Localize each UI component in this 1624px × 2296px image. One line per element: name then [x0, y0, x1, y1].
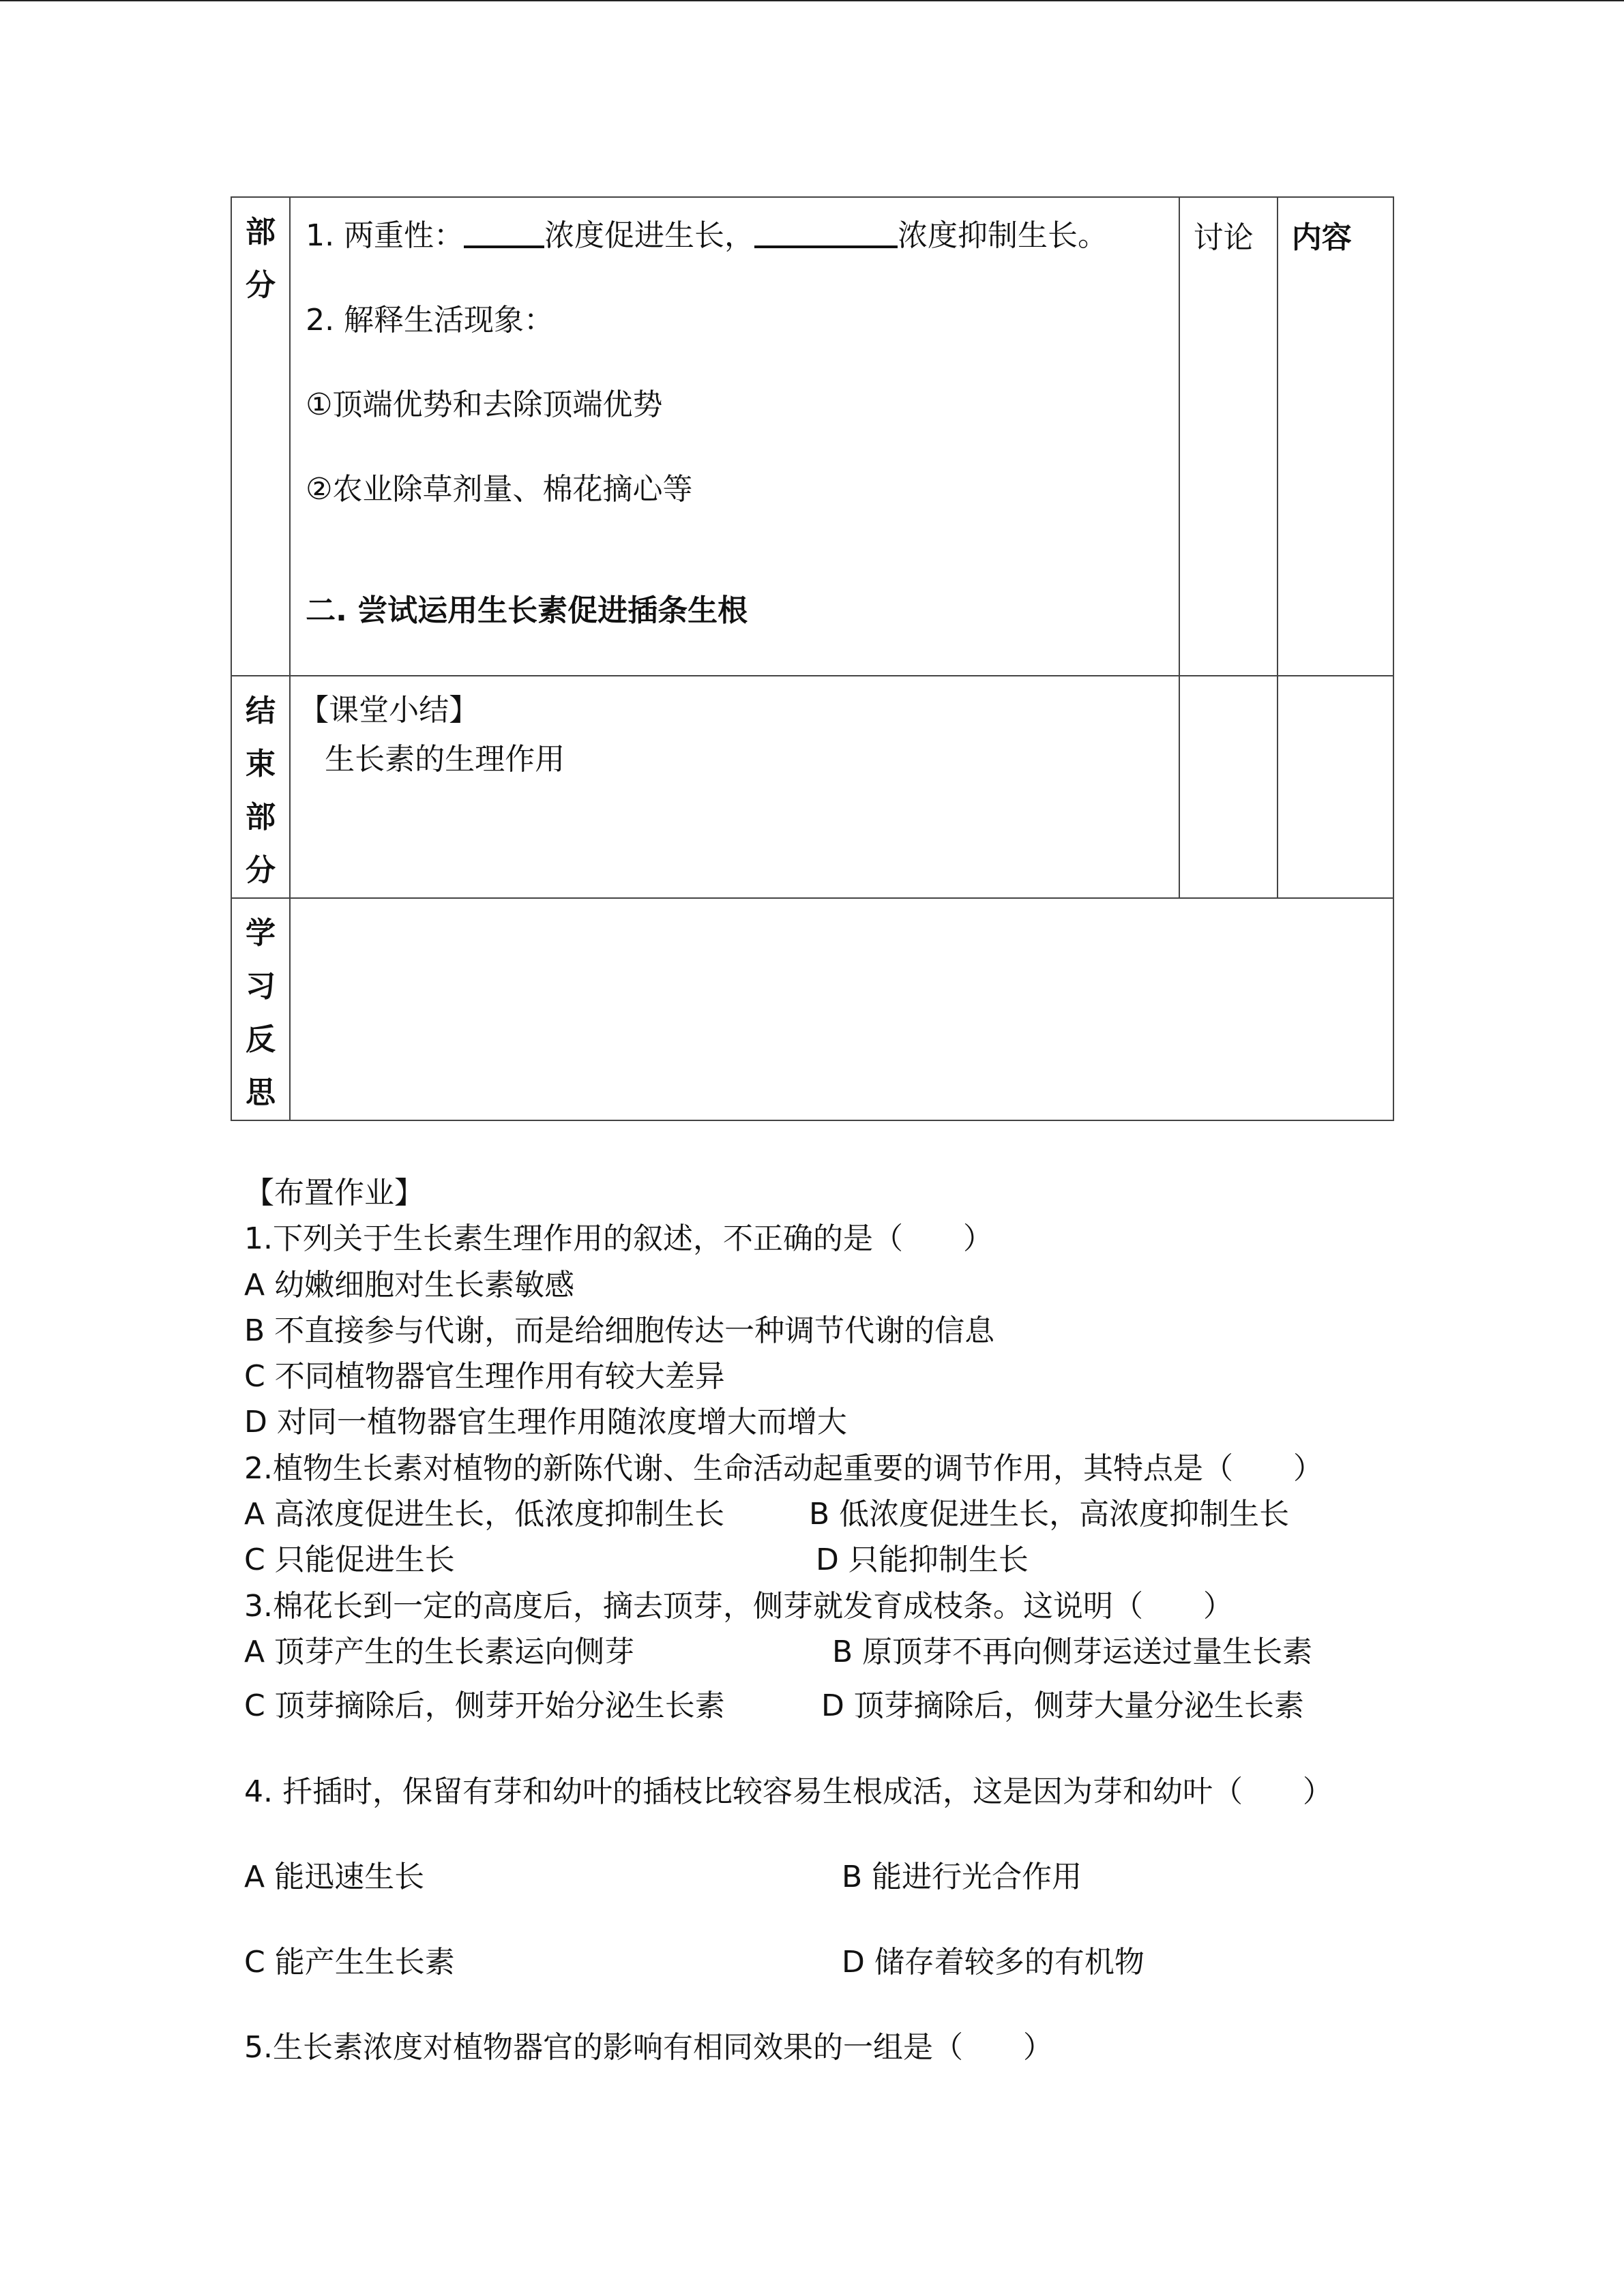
- row-label-char: 习: [246, 969, 276, 1004]
- item-1-mid: 浓度促进生长，: [544, 218, 755, 253]
- question-4-option-d: D 储存着较多的有机物: [842, 1945, 1145, 1980]
- question-2-option-b: B 低浓度促进生长，高浓度抑制生长: [809, 1497, 1290, 1532]
- question-3-option-b: B 原顶芽不再向侧芽运送过量生长素: [832, 1634, 1313, 1669]
- content-header-cell: [1278, 197, 1393, 676]
- table-row-ending-part: [231, 676, 1393, 898]
- question-4-options-ab: [244, 1854, 1404, 1900]
- row-label-cell: [231, 197, 290, 676]
- summary-cell: [290, 676, 1179, 898]
- question-3-options-cd: [244, 1683, 1404, 1729]
- question-4-options-cd: [244, 1939, 1404, 1985]
- item-2b-line: ②农业除草剂量、棉花摘心等: [306, 472, 693, 507]
- question-3-option-c: C 顶芽摘除后，侧芽开始分泌生长素: [244, 1688, 725, 1724]
- item-1-suffix: 浓度抑制生长。: [898, 218, 1108, 253]
- question-1-option-b: B 不直接参与代谢，而是给细胞传达一种调节代谢的信息: [244, 1313, 995, 1348]
- question-4-option-b: B 能进行光合作用: [842, 1859, 1082, 1894]
- question-3-stem: 3.棉花长到一定的高度后，摘去顶芽，侧芽就发育成枝条。这说明（ ）: [244, 1588, 1233, 1624]
- question-3-options-ab: [244, 1629, 1404, 1675]
- discussion-header-cell: [1179, 197, 1278, 676]
- fill-blank-2[interactable]: [754, 218, 898, 248]
- question-4-stem: 4. 扦插时，保留有芽和幼叶的插枝比较容易生根成活，这是因为芽和幼叶（ ）: [244, 1774, 1333, 1809]
- row-label-char: 结: [246, 694, 276, 728]
- row-label-char: 部: [246, 215, 276, 250]
- row-label-char: 反: [246, 1022, 276, 1057]
- item-1-line: [306, 215, 1179, 256]
- question-5-stem: 5.生长素浓度对植物器官的影响有相同效果的一组是（ ）: [244, 2030, 1053, 2066]
- reflection-cell[interactable]: [290, 898, 1393, 1120]
- question-1-option-d: D 对同一植物器官生理作用随浓度增大而增大: [244, 1405, 847, 1440]
- content-cell-empty: [1278, 676, 1393, 898]
- row-label-char: 学: [246, 916, 276, 951]
- row-label-char: 思: [246, 1075, 276, 1110]
- row-label-char: 分: [246, 853, 276, 888]
- question-4-option-c: C 能产生生长素: [244, 1945, 455, 1980]
- item-1-prefix: 1. 两重性：: [306, 218, 464, 253]
- homework-title: 【布置作业】: [244, 1176, 424, 1210]
- row-label-char: 分: [246, 268, 276, 303]
- row-label-char: 束: [246, 747, 276, 781]
- summary-title: 【课堂小结】: [299, 693, 479, 728]
- table-row-teaching-part: [231, 197, 1393, 676]
- homework-section: [244, 1170, 1404, 2071]
- question-1-option-c: C 不同植物器官生理作用有较大差异: [244, 1359, 725, 1395]
- section-2-heading: 二. 尝试运用生长素促进插条生根: [306, 593, 748, 628]
- discussion-header: 讨论: [1193, 220, 1254, 255]
- question-1-option-a: A 幼嫩细胞对生长素敏感: [244, 1267, 575, 1302]
- fill-blank-1[interactable]: [464, 218, 544, 248]
- lesson-plan-table: [231, 196, 1394, 1121]
- question-2-stem: 2.植物生长素对植物的新陈代谢、生命活动起重要的调节作用，其特点是（ ）: [244, 1450, 1323, 1486]
- question-2-options-cd: [244, 1537, 1404, 1583]
- question-2-options-ab: [244, 1491, 1404, 1537]
- summary-text: 生长素的生理作用: [325, 742, 565, 777]
- teaching-content-cell: [290, 197, 1179, 676]
- question-4-option-a: A 能迅速生长: [244, 1859, 425, 1894]
- question-2-option-c: C 只能促进生长: [244, 1542, 455, 1578]
- question-2-option-d: D 只能抑制生长: [816, 1542, 1029, 1578]
- row-label-cell: [231, 898, 290, 1120]
- content-header: 内容: [1291, 220, 1352, 255]
- question-1-stem: 1.下列关于生长素生理作用的叙述，不正确的是（ ）: [244, 1221, 993, 1257]
- question-3-option-d: D 顶芽摘除后，侧芽大量分泌生长素: [821, 1688, 1304, 1724]
- table-row-reflection: [231, 898, 1393, 1120]
- item-2-line: 2. 解释生活现象：: [306, 303, 555, 338]
- item-2a-line: ①顶端优势和去除顶端优势: [306, 387, 663, 422]
- row-label-cell: [231, 676, 290, 898]
- discussion-cell-empty: [1179, 676, 1278, 898]
- page-top-border: [0, 0, 1624, 1]
- question-2-option-a: A 高浓度促进生长，低浓度抑制生长: [244, 1497, 725, 1532]
- row-label-char: 部: [246, 800, 276, 835]
- question-3-option-a: A 顶芽产生的生长素运向侧芽: [244, 1634, 635, 1669]
